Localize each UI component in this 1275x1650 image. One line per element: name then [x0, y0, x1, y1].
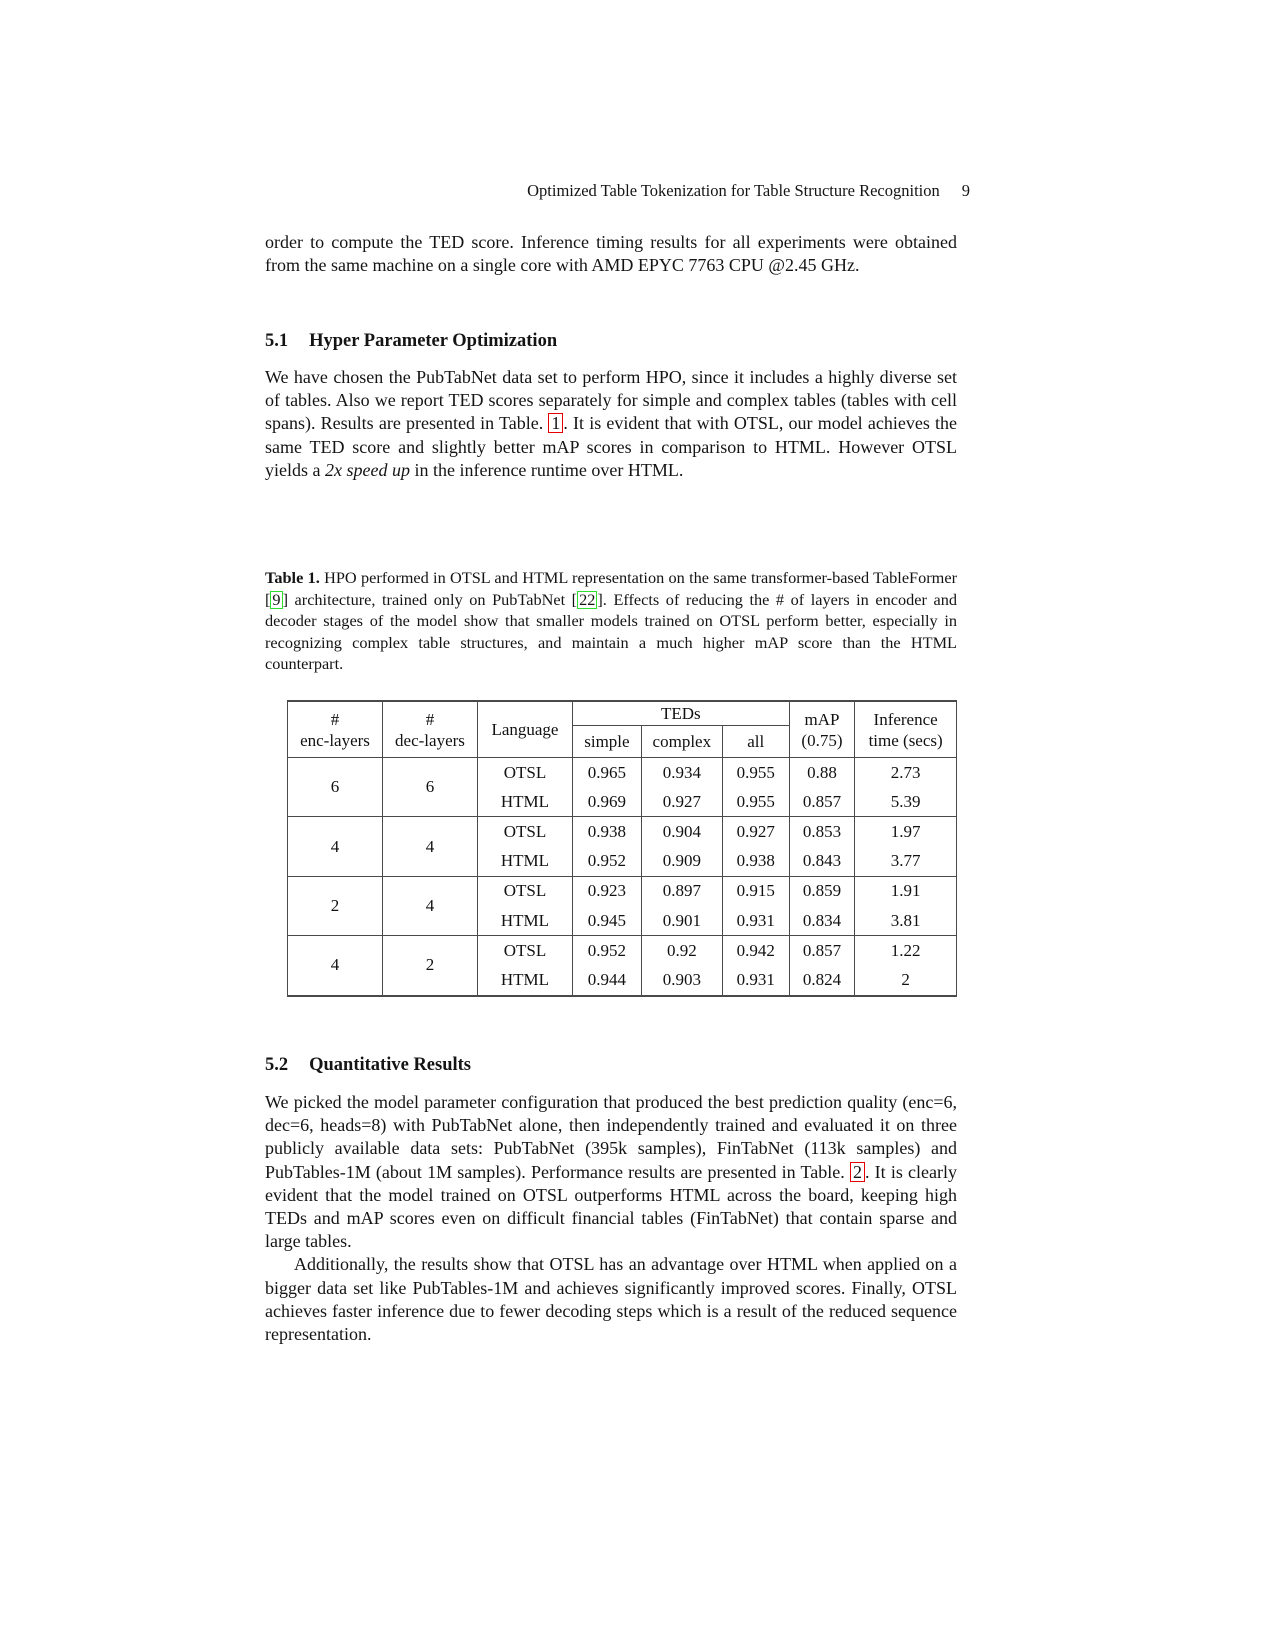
cell-teds-complex: 0.897 — [641, 876, 722, 906]
cell-teds-all: 0.915 — [722, 876, 789, 906]
cell-enc-layers: 4 — [288, 817, 383, 876]
cell-enc-layers: 4 — [288, 936, 383, 996]
caption-text: Table 1. HPO performed in OTSL and HTML representation on the same transformer-based TableFormer [ 9 ] architecture, trained only on PubTabNet [ 22 ]. Effects of reducing the # of layers in encoder and decoder stages of the model show that smaller models trained on OTSL perform better, especially in recognizing complex table structures, and maintain a much higher mAP score than the HTML counterpart. — [265, 568, 957, 674]
cell-teds-all: 0.931 — [722, 965, 789, 995]
intro-paragraph — [265, 231, 957, 277]
cell-map: 0.857 — [789, 936, 855, 966]
cell-language: HTML — [477, 906, 572, 936]
cell-teds-simple: 0.952 — [572, 847, 641, 877]
table-row-group — [288, 817, 957, 876]
table-row-group — [288, 936, 957, 996]
cell-teds-simple: 0.969 — [572, 787, 641, 817]
cell-inference-time: 1.97 — [855, 817, 957, 847]
cell-dec-layers: 6 — [382, 758, 477, 817]
column-header-enc-layers: # enc-layers — [288, 701, 383, 758]
cell-inference-time: 2.73 — [855, 758, 957, 788]
cell-teds-simple: 0.945 — [572, 906, 641, 936]
table-row-group — [288, 876, 957, 935]
cell-teds-simple: 0.952 — [572, 936, 641, 966]
cell-teds-all: 0.938 — [722, 847, 789, 877]
citation-link[interactable]: 9 — [272, 589, 281, 609]
page-number: 9 — [961, 181, 970, 200]
cell-language: OTSL — [477, 936, 572, 966]
column-header-language: Language — [477, 701, 572, 758]
cell-teds-simple: 0.965 — [572, 758, 641, 788]
cell-teds-complex: 0.927 — [641, 787, 722, 817]
table-reference-link[interactable]: 1 — [548, 413, 563, 433]
paragraph-text: We have chosen the PubTabNet data set to perform HPO, since it includes a highly diverse set of tables. Also we report TED scores separately for simple and complex tables (tables with cell spans). Results are presented in Table. 1 . It is evident that with OTSL, our model achieves the same TED score and slightly better mAP scores in comparison to HTML. However OTSL yields a 2x speed up in the inference runtime over HTML. — [265, 367, 957, 480]
cell-teds-all: 0.931 — [722, 906, 789, 936]
table-reference-link[interactable]: 2 — [850, 1162, 865, 1182]
cell-language: HTML — [477, 787, 572, 817]
table-row — [288, 876, 957, 906]
cell-dec-layers: 4 — [382, 876, 477, 935]
cell-teds-complex: 0.934 — [641, 758, 722, 788]
cell-teds-complex: 0.903 — [641, 965, 722, 995]
section-title: Hyper Parameter Optimization — [309, 331, 558, 351]
cell-dec-layers: 4 — [382, 817, 477, 876]
column-header-inference: Inference time (secs) — [855, 701, 957, 758]
cell-teds-all: 0.942 — [722, 936, 789, 966]
paragraph-text: order to compute the TED score. Inference timing results for all experiments were obtained from the same machine on a single core with AMD EPYC 7763 CPU @2.45 GHz. — [265, 232, 957, 276]
cell-map: 0.859 — [789, 876, 855, 906]
cell-inference-time: 1.22 — [855, 936, 957, 966]
cell-teds-complex: 0.904 — [641, 817, 722, 847]
cell-map: 0.843 — [789, 847, 855, 877]
section-number: 5.2 — [265, 1055, 289, 1075]
cell-inference-time: 1.91 — [855, 876, 957, 906]
cell-enc-layers: 2 — [288, 876, 383, 935]
table-row — [288, 758, 957, 788]
citation-link[interactable]: 22 — [579, 589, 596, 609]
cell-teds-complex: 0.909 — [641, 847, 722, 877]
cell-language: OTSL — [477, 876, 572, 906]
cell-map: 0.834 — [789, 906, 855, 936]
running-head — [265, 181, 970, 201]
column-header-teds-complex: complex — [641, 726, 722, 758]
column-header-teds-simple: simple — [572, 726, 641, 758]
cell-language: HTML — [477, 965, 572, 995]
running-head-title: Optimized Table Tokenization for Table Structure Recognition — [527, 181, 940, 200]
cell-language: OTSL — [477, 817, 572, 847]
cell-teds-all: 0.927 — [722, 817, 789, 847]
table-1 — [287, 700, 957, 997]
cell-dec-layers: 2 — [382, 936, 477, 996]
cell-teds-all: 0.955 — [722, 758, 789, 788]
column-header-teds: TEDs — [572, 701, 789, 726]
cell-teds-simple: 0.923 — [572, 876, 641, 906]
section-heading-5-2 — [265, 1055, 957, 1076]
column-header-dec-layers: # dec-layers — [382, 701, 477, 758]
section-heading-5-1 — [265, 331, 957, 352]
cell-map: 0.824 — [789, 965, 855, 995]
table-row — [288, 817, 957, 847]
cell-map: 0.857 — [789, 787, 855, 817]
table-row-group — [288, 758, 957, 817]
cell-inference-time: 5.39 — [855, 787, 957, 817]
paragraph-text: Additionally, the results show that OTSL has an advantage over HTML when applied on a bigger data set like PubTables-1M and achieves significantly improved scores. Finally, OTSL achieves faster inference due to fewer decoding steps which is a result of the reduced sequence representation. — [265, 1254, 957, 1345]
cell-map: 0.853 — [789, 817, 855, 847]
section-title: Quantitative Results — [309, 1055, 471, 1075]
cell-inference-time: 3.81 — [855, 906, 957, 936]
table-row — [288, 936, 957, 966]
cell-language: OTSL — [477, 758, 572, 788]
cell-enc-layers: 6 — [288, 758, 383, 817]
column-header-teds-all: all — [722, 726, 789, 758]
cell-inference-time: 2 — [855, 965, 957, 995]
cell-teds-simple: 0.938 — [572, 817, 641, 847]
table-header — [288, 701, 957, 758]
cell-teds-complex: 0.901 — [641, 906, 722, 936]
cell-teds-all: 0.955 — [722, 787, 789, 817]
section-5-2-paragraphs — [265, 1091, 957, 1346]
cell-teds-complex: 0.92 — [641, 936, 722, 966]
hpo-results-table — [287, 700, 957, 997]
table-1-caption — [265, 567, 957, 675]
column-header-map: mAP (0.75) — [789, 701, 855, 758]
section-5-1-paragraph — [265, 366, 957, 482]
cell-inference-time: 3.77 — [855, 847, 957, 877]
paragraph-text: We picked the model parameter configuration that produced the best prediction quality (enc=6, dec=6, heads=8) with PubTabNet alone, then independently trained and evaluated it on three publicly available data sets: PubTabNet (395k samples), FinTabNet (113k samples) and PubTables-1M (about 1M samples). Performance results are presented in Table. 2 . It is clearly evident that the model trained on OTSL outperforms HTML across the board, keeping high TEDs and mAP scores even on difficult financial tables (FinTabNet) that contain sparse and large tables. — [265, 1092, 957, 1252]
cell-teds-simple: 0.944 — [572, 965, 641, 995]
section-number: 5.1 — [265, 331, 289, 351]
cell-language: HTML — [477, 847, 572, 877]
cell-map: 0.88 — [789, 758, 855, 788]
